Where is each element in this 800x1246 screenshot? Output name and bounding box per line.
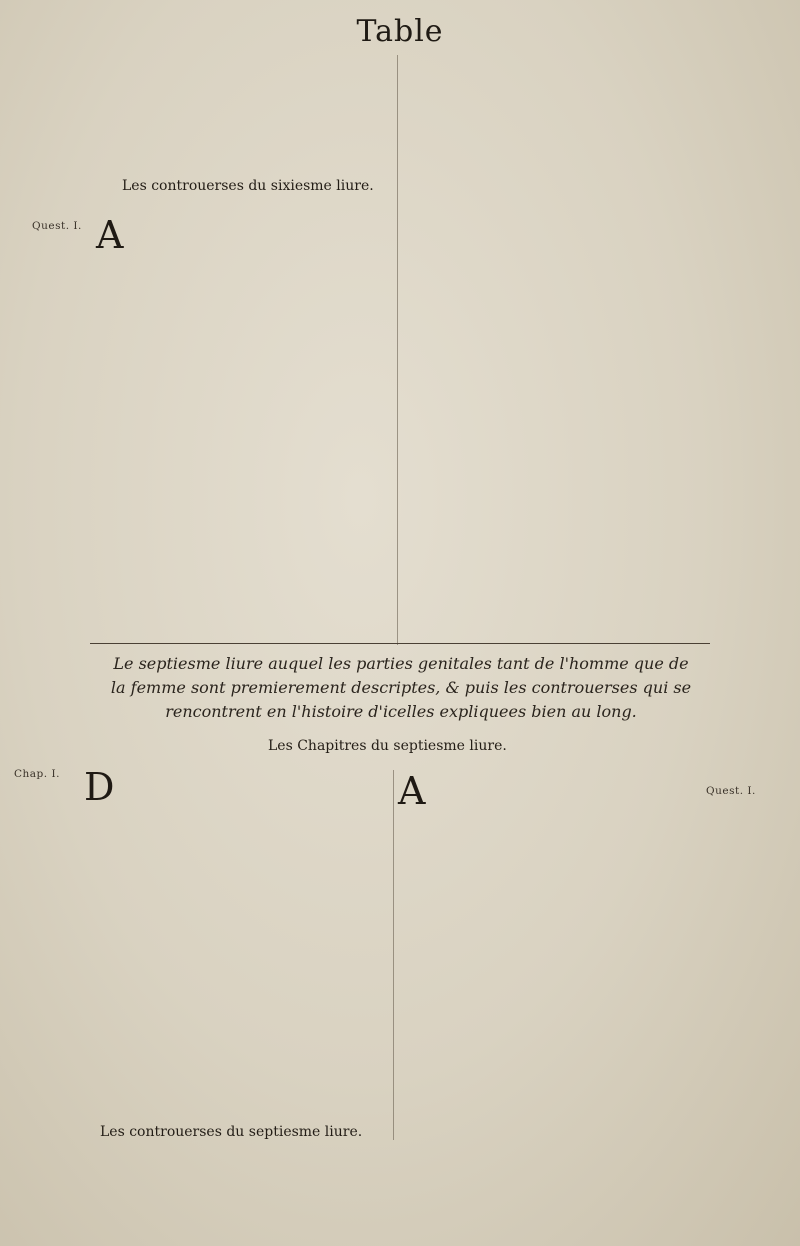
drop-cap-a2: A	[398, 769, 426, 813]
controverses-7-heading: Les controuerses du septiesme liure.	[100, 1124, 363, 1140]
chap-label: Chap. I.	[14, 768, 60, 780]
drop-cap-d: D	[84, 765, 115, 809]
book7-statement: Le septiesme liure auquel les parties genitales tant de l'homme que de la femme sont premierement descriptes, & puis les controuerses qui se rencontrent en l'histoire d'icelles expliquees bien au long.	[110, 654, 692, 721]
drop-cap-a: A	[96, 213, 124, 257]
section-rule	[90, 643, 710, 644]
page-title: Table	[356, 14, 444, 49]
quest-label-2: Quest. I.	[706, 785, 756, 797]
controverses-6-heading: Les controuerses du sixiesme liure.	[122, 178, 374, 194]
column-divider-2	[393, 770, 394, 1140]
quest-label: Quest. I.	[32, 220, 82, 232]
column-divider	[397, 55, 398, 645]
chapitres-7-heading: Les Chapitres du septiesme liure.	[268, 738, 507, 754]
